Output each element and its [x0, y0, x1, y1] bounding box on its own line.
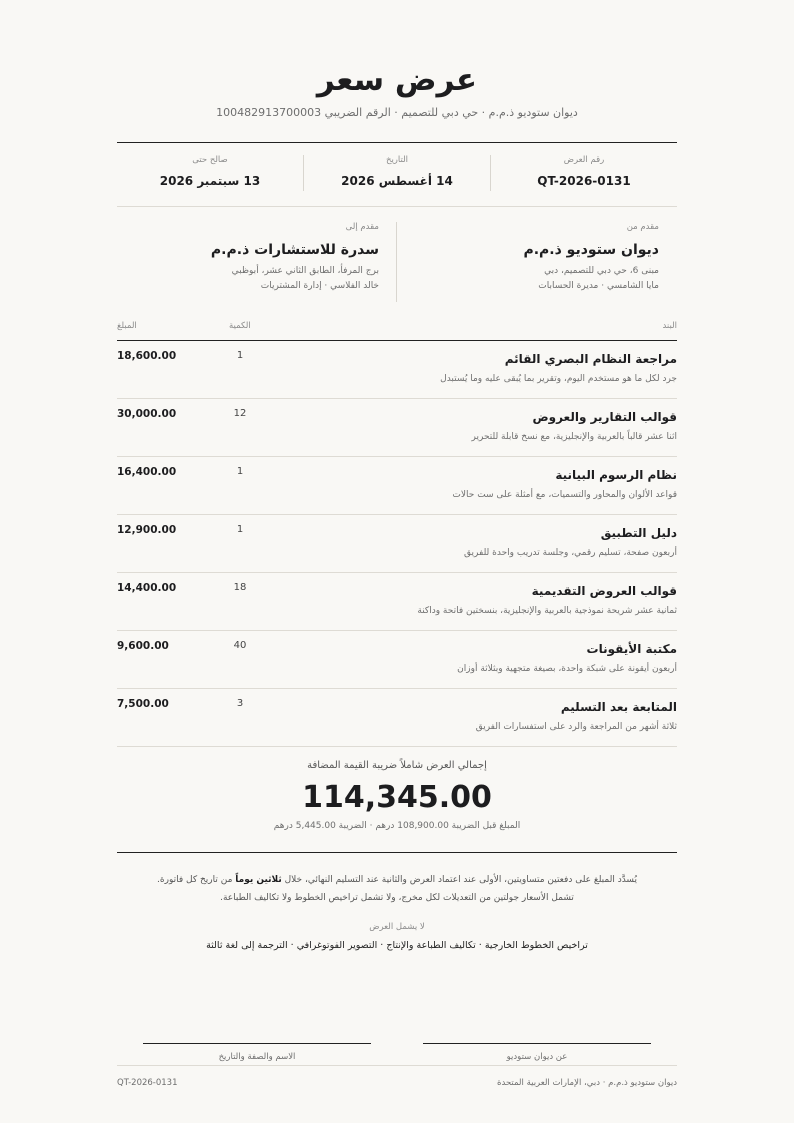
footer-company: ديوان ستوديو ذ.م.م · دبي، الإمارات العربية المتحدة [497, 1078, 677, 1088]
item-amount: 16,400.00 [117, 466, 177, 478]
signature-label-studio: عن ديوان ستوديو [506, 1052, 568, 1062]
item-quantity: 12 [233, 408, 247, 419]
meta-label: صالح حتى [192, 155, 228, 165]
terms-text: يُسدَّد المبلغ على دفعتين متساويتين، الأولى عند اعتماد العرض والثانية عند التسليم النهائي، خلال [281, 875, 637, 885]
item-description: ثلاثة أشهر من المراجعة والرد على استفسارات الفريق [475, 722, 677, 732]
signature-label-client: الاسم والصفة والتاريخ [218, 1052, 296, 1062]
party-label: مقدم من [626, 222, 659, 232]
column-header-qty: الكمية [229, 321, 251, 331]
table-row [117, 457, 677, 515]
party-label: مقدم إلى [345, 222, 379, 232]
item-description: أربعون أيقونة على شبكة واحدة، بصيغة متجهية وبثلاثة أوزان [457, 664, 677, 674]
meta-valid-until [117, 155, 303, 191]
exclusions-label: لا يشمل العرض [369, 922, 425, 932]
item-name: مكتبة الأيقونات [586, 642, 677, 656]
meta-value: 13 سبتمبر 2026 [159, 174, 261, 188]
terms-emphasis: ثلاثين يوماً [235, 875, 282, 885]
item-amount: 30,000.00 [117, 408, 177, 420]
footer-quote-number: QT-2026-0131 [117, 1078, 178, 1088]
parties [117, 222, 677, 302]
meta-value: QT-2026-0131 [537, 174, 631, 188]
total-amount: 114,345.00 [302, 780, 492, 815]
item-name: نظام الرسوم البيانية [555, 468, 677, 482]
item-description: اثنا عشر قالباً بالعربية والإنجليزية، مع نسخ قابلة للتحرير [471, 432, 677, 442]
table-row [117, 399, 677, 457]
company-subtitle: ديوان ستوديو ذ.م.م · حي دبي للتصميم · الرقم الضريبي 100482913700003 [216, 106, 578, 119]
item-description: أربعون صفحة، تسليم رقمي، وجلسة تدريب واحدة للفريق [464, 548, 677, 558]
item-quantity: 1 [236, 524, 244, 535]
item-amount: 14,400.00 [117, 582, 177, 594]
item-quantity: 1 [236, 466, 244, 477]
quote-meta [117, 155, 677, 191]
item-description: قواعد الألوان والمحاور والتسميات، مع أمثلة على ست حالات [452, 490, 677, 500]
table-row [117, 631, 677, 689]
divider [117, 206, 677, 207]
item-name: المتابعة بعد التسليم [560, 700, 677, 714]
divider [117, 142, 677, 143]
divider [117, 852, 677, 853]
tax-breakdown: المبلغ قبل الضريبة 108,900.00 درهم · الضريبة 5,445.00 درهم [273, 821, 521, 831]
item-name: مراجعة النظام البصري القائم [504, 352, 677, 366]
item-description: ثمانية عشر شريحة نموذجية بالعربية والإنجليزية، بنسختين فاتحة وداكنة [417, 606, 677, 616]
party-name: سدرة للاستشارات ذ.م.م [210, 242, 379, 258]
party-contact: خالد الفلاسي · إدارة المشتريات [260, 281, 379, 291]
party-to [117, 222, 379, 291]
item-name: قوالب التقارير والعروض [532, 410, 677, 424]
signature-line-client [143, 1043, 371, 1044]
payment-terms [157, 871, 637, 907]
table-row [117, 341, 677, 399]
item-description: جرد لكل ما هو مستخدم اليوم، وتقرير بما يُبقى عليه وما يُستبدل [440, 374, 677, 384]
party-name: ديوان ستوديو ذ.م.م [523, 242, 659, 258]
party-from [397, 222, 659, 291]
column-header-item: البند [662, 321, 677, 331]
item-amount: 18,600.00 [117, 350, 177, 362]
item-amount: 7,500.00 [117, 698, 169, 710]
party-divider [396, 222, 397, 302]
item-amount: 9,600.00 [117, 640, 169, 652]
terms-text: من تاريخ كل فاتورة. تشمل الأسعار جولتين من التعديلات لكل مخرج، ولا تشمل تراخيص الخطوط ولا تكاليف الطباعة. [157, 875, 574, 903]
party-address: برج المرفأ، الطابق الثاني عشر، أبوظبي [231, 266, 379, 276]
item-quantity: 3 [236, 698, 244, 709]
item-quantity: 40 [233, 640, 247, 651]
item-quantity: 18 [233, 582, 247, 593]
total-label: إجمالي العرض شاملاً ضريبة القيمة المضافة [307, 760, 487, 771]
party-contact: مايا الشامسي · مديرة الحسابات [538, 281, 659, 291]
item-name: قوالب العروض التقديمية [531, 584, 677, 598]
footer-divider [117, 1065, 677, 1066]
meta-quote-number [490, 155, 677, 191]
table-row [117, 515, 677, 573]
table-row [117, 573, 677, 631]
column-header-amount: المبلغ [117, 321, 137, 331]
page-title: عرض سعر [316, 62, 478, 98]
party-address: مبنى 6، حي دبي للتصميم، دبي [544, 266, 659, 276]
item-amount: 12,900.00 [117, 524, 177, 536]
line-items [117, 341, 677, 747]
item-quantity: 1 [236, 350, 244, 361]
meta-label: رقم العرض [563, 155, 605, 165]
item-name: دليل التطبيق [600, 526, 677, 540]
table-row [117, 689, 677, 747]
quote-page [117, 0, 677, 1123]
meta-value: 14 أغسطس 2026 [341, 174, 453, 188]
signature-line-studio [423, 1043, 651, 1044]
meta-date [303, 155, 490, 191]
meta-label: التاريخ [385, 155, 409, 165]
exclusions-list: تراخيص الخطوط الخارجية · تكاليف الطباعة والإنتاج · التصوير الفوتوغرافي · الترجمة إلى لغة ثالثة [206, 940, 588, 951]
